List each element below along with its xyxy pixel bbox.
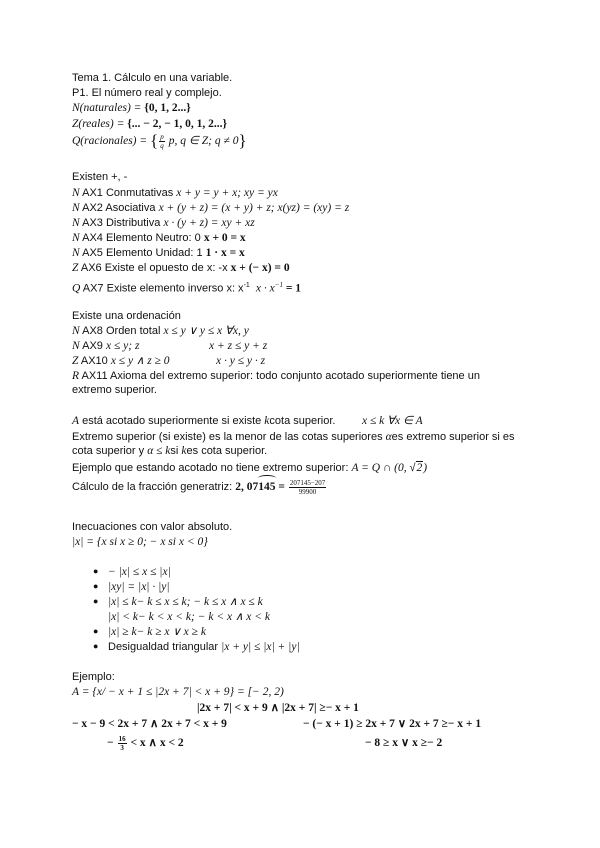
extremo-definition-1: Extremo superior (si existe) es la menor de las cotas superiores αes extremo superior si es [72, 431, 515, 443]
bullet-item-1: − |x| ≤ x ≤ |x| [108, 566, 171, 578]
bullet-icon: ● [93, 566, 99, 576]
ejemplo-line-1: A = {x/ − x + 1 ≤ |2x + 7| < x + 9} = [− 2, 2) [72, 686, 284, 698]
extremo-definition-2: cota superior y α ≤ ksi kes cota superior. [72, 445, 268, 457]
document-title: Tema 1. Cálculo en una variable. [72, 72, 233, 84]
fraction-p-q: $\frac{p}{q}$ [160, 132, 164, 150]
bullet-item-5: Desigualdad triangular |x + y| ≤ |x| + |y| [108, 641, 300, 653]
bullet-item-3: |x| ≤ k− k ≤ x ≤ k; − k ≤ x ∧ x ≤ k [108, 596, 263, 608]
ejemplo-heading: Ejemplo: [72, 671, 115, 683]
axiom-ax7: Q AX7 Existe elemento inverso x: $x^{-1}$ $x \cdot x^{-1} = 1$ [72, 281, 302, 295]
ejemplo-line-4a: − $\frac{16}{3}$ < x ∧ x < 2 [107, 734, 184, 752]
period-arc: 145 [258, 478, 275, 496]
fraccion-generatriz: Cálculo de la fracción generatriz: 2, 07145 = $\frac{207145-207}{99900}$ [72, 478, 326, 496]
set-racionales: Q(racionales) = { $\frac{p}{q}$ p, q ∈ Z; q ≠ 0} [72, 131, 247, 151]
axiom-ax2: N AX2 Asociativa x + (y + z) = (x + y) + z; x(yz) = (xy) = z [72, 202, 350, 214]
bullet-icon: ● [93, 626, 99, 636]
axiom-ax8: N AX8 Orden total x ≤ y ∨ y ≤ x ∀x, y [72, 325, 249, 337]
ejemplo-sin-extremo: Ejemplo que estando acotado no tiene extremo superior: A = Q ∩ (0, √2) [72, 462, 428, 474]
bullet-item-3-cont: |x| < k− k < x < k; − k < x ∧ x < k [108, 611, 270, 623]
ejemplo-line-3a: − x − 9 < 2x + 7 ∧ 2x + 7 < x + 9 [72, 718, 227, 730]
ejemplo-line-3b: − (− x + 1) ≥ 2x + 7 ∨ 2x + 7 ≥− x + 1 [303, 718, 482, 730]
bullet-item-4: |x| ≥ k− k ≥ x ∨ x ≥ k [108, 626, 206, 638]
axiom-ax9: N AX9 x ≤ y; z x + z ≤ y + z [72, 340, 268, 352]
set-reales: Z(reales) = {... − 2, − 1, 0, 1, 2...} [72, 118, 228, 130]
sqrt-icon: √ [409, 462, 416, 474]
axiom-ax3: N AX3 Distributiva x · (y + z) = xy + xz [72, 217, 255, 229]
abs-definition: |x| = {x si x ≥ 0; − x si x < 0} [72, 536, 208, 548]
acotado-definition: A está acotado superiormente si existe kcota superior. x ≤ k ∀x ∈ A [72, 415, 423, 427]
axiom-ax6: Z AX6 Existe el opuesto de x: -x x + (− x) = 0 [72, 262, 290, 274]
axiom-ax4: N AX4 Elemento Neutro: 0 x + 0 = x [72, 232, 246, 244]
bullet-icon: ● [93, 581, 99, 591]
axiom-ax1: N AX1 Conmutativas x + y = y + x; xy = yx [72, 187, 278, 199]
axiom-ax11-cont: extremo superior. [72, 384, 157, 396]
bullet-icon: ● [93, 596, 99, 606]
fraction-generatriz: $\frac{207145-207}{99900}$ [289, 478, 326, 496]
existen-heading: Existen +, - [72, 171, 128, 183]
fraction-16-3: $\frac{16}{3}$ [118, 734, 126, 752]
order-heading: Existe una ordenación [72, 310, 181, 322]
bullet-icon: ● [93, 641, 99, 651]
bullet-item-2: |xy| = |x| · |y| [108, 581, 170, 593]
ejemplo-line-2: |2x + 7| < x + 9 ∧ |2x + 7| ≥− x + 1 [197, 702, 359, 714]
inecuaciones-heading: Inecuaciones con valor absoluto. [72, 521, 233, 533]
axiom-ax10: Z AX10 x ≤ y ∧ z ≥ 0 x · y ≤ y · z [72, 355, 266, 367]
section-heading: P1. El número real y complejo. [72, 87, 222, 99]
axiom-ax11: R AX11 Axioma del extremo superior: todo conjunto acotado superiormente tiene un [72, 370, 480, 382]
ejemplo-line-4b: − 8 ≥ x ∨ x ≥− 2 [365, 737, 443, 749]
axiom-ax5: N AX5 Elemento Unidad: 1 1 · x = x [72, 247, 245, 259]
set-naturales: N(naturales) = {0, 1, 2...} [72, 102, 191, 114]
